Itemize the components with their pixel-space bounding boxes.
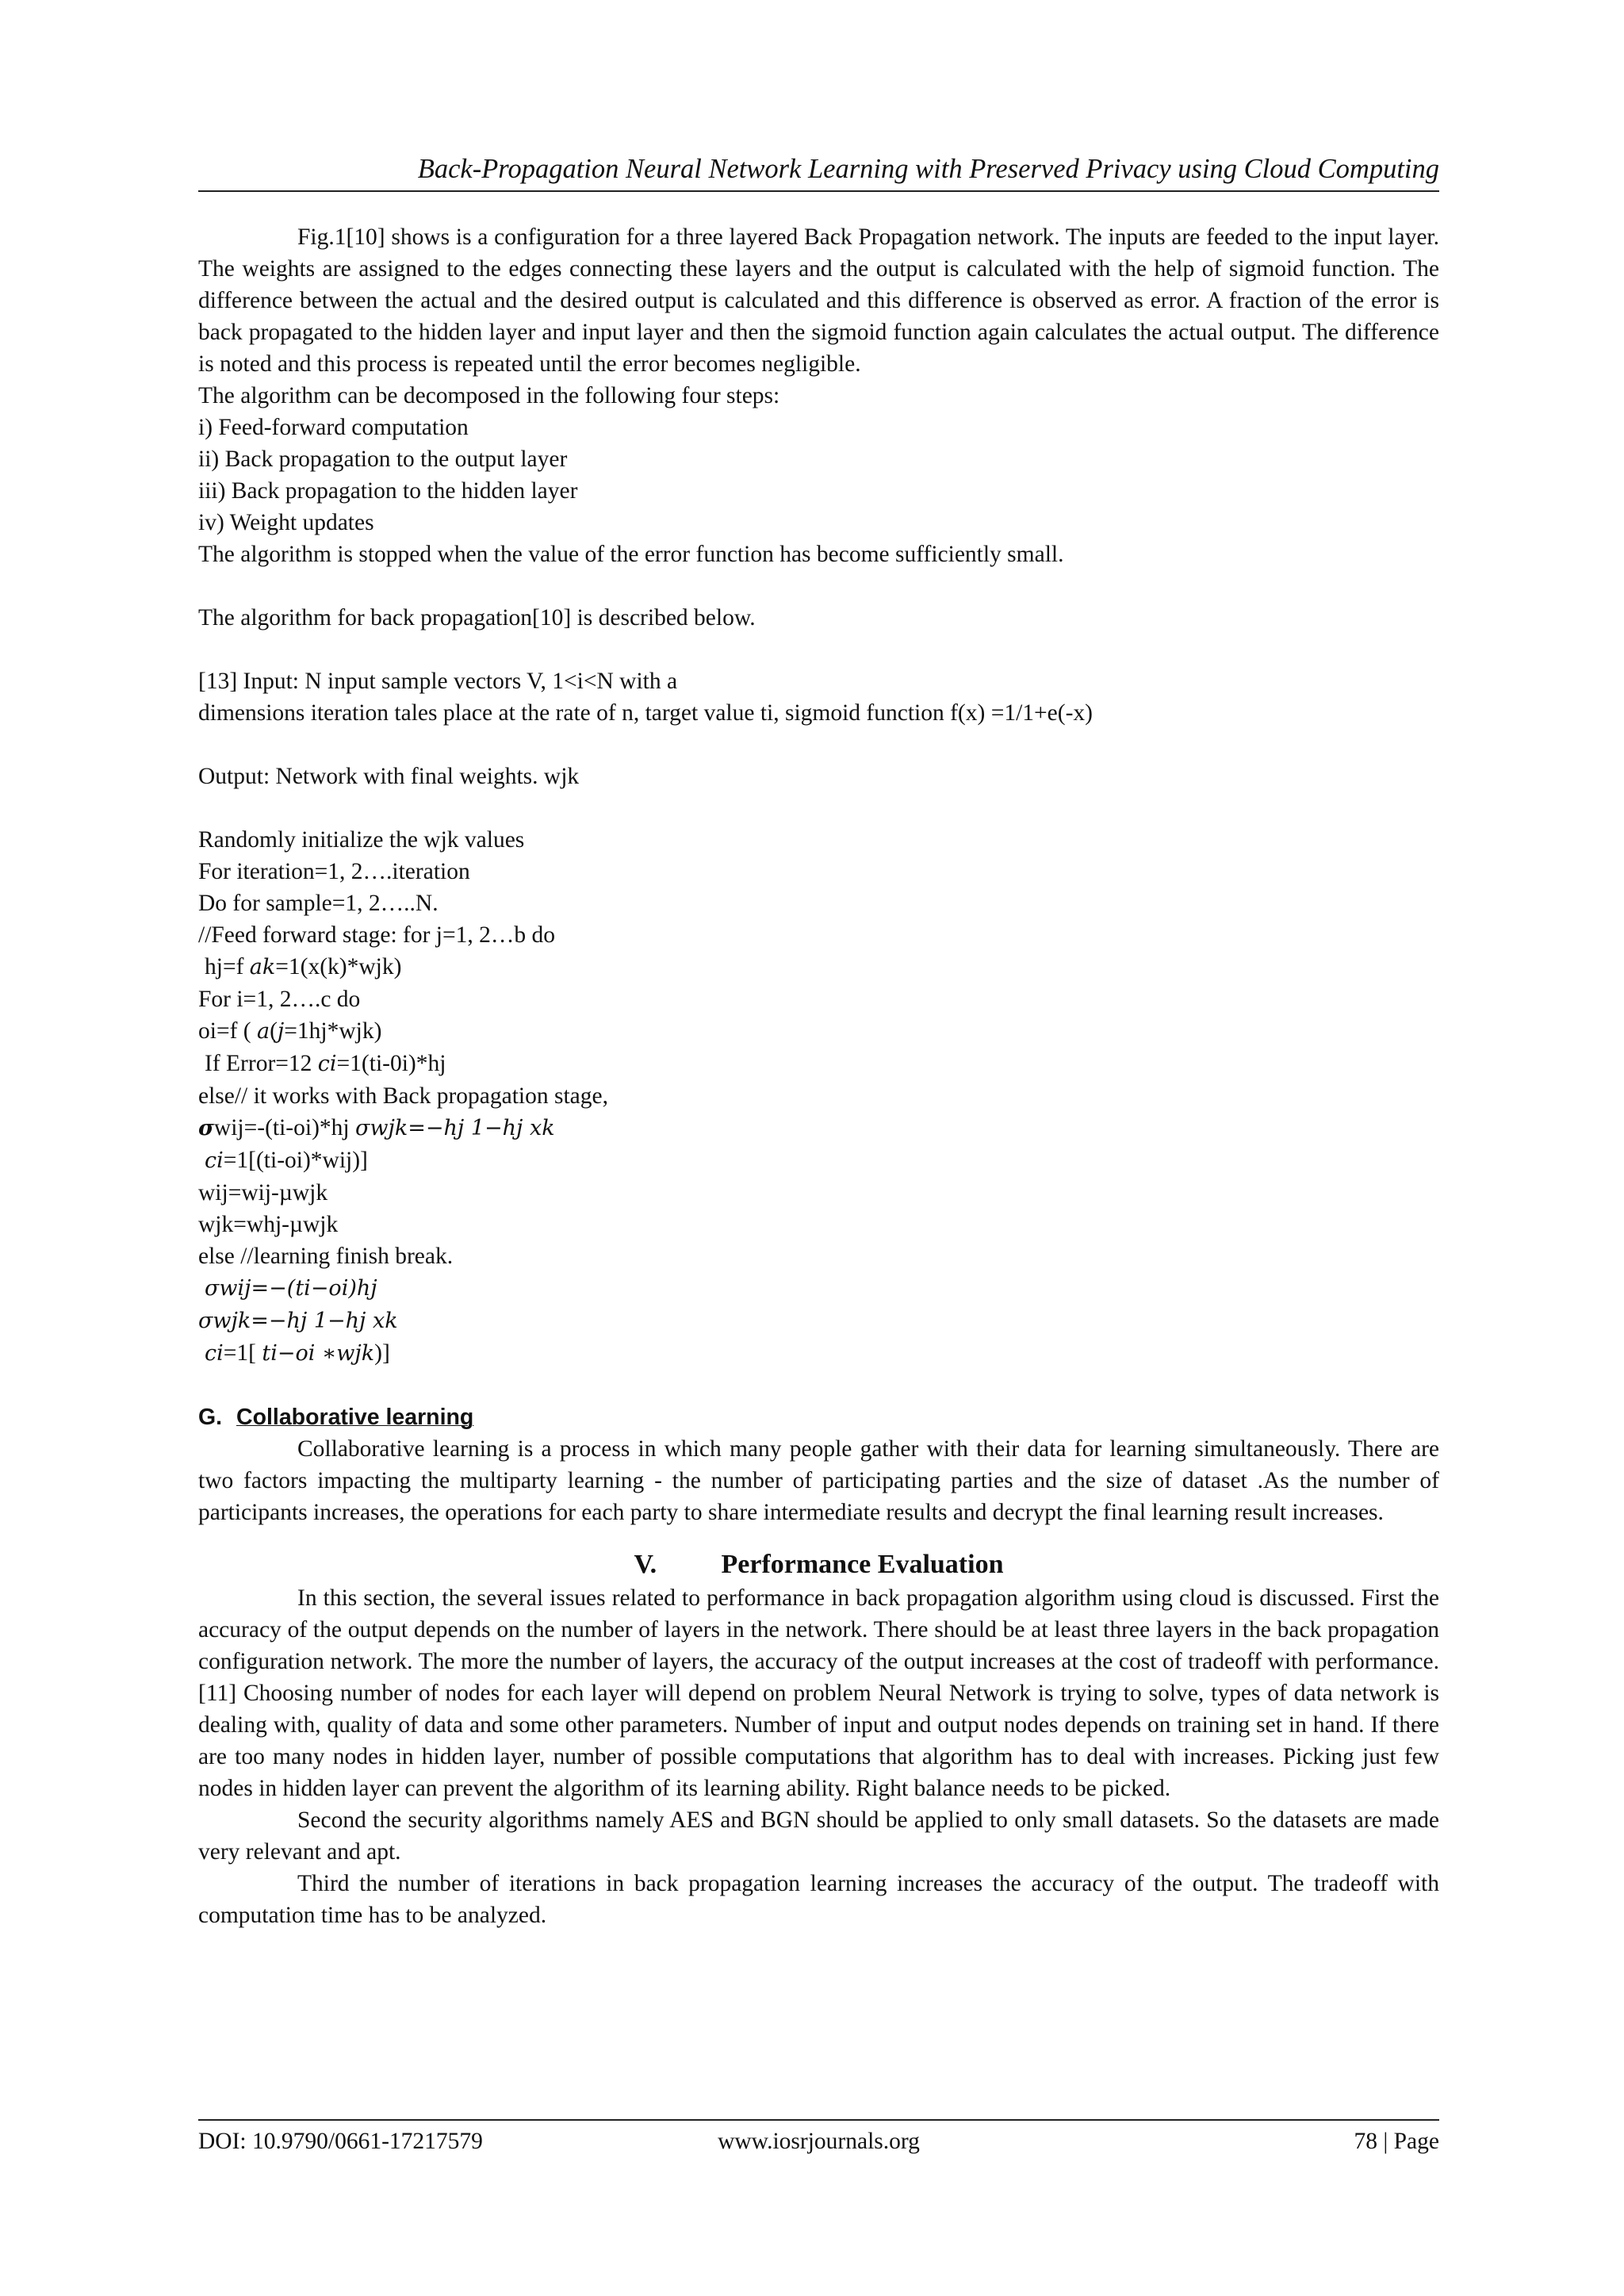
algo-text: hj=f: [205, 954, 250, 979]
footer-doi: DOI: 10.9790/0661-17217579: [198, 2129, 483, 2154]
algo-line: [198, 1305, 1439, 1337]
algo-input-line: dimensions iteration tales place at the rate of n, target value ti, sigmoid function f(x) =1/1+e(-x): [198, 700, 1093, 726]
footer-website: www.iosrjournals.org: [718, 2129, 920, 2154]
algo-text: =1[: [223, 1340, 262, 1366]
algo-output-line: Output: Network with final weights. wjk: [198, 764, 580, 789]
algo-math: ci: [317, 1052, 337, 1076]
algo-line: Randomly initialize the wjk values: [198, 827, 525, 853]
subsection-number: G.: [198, 1405, 223, 1430]
section-heading: [198, 1547, 1439, 1582]
algo-math: ti−oi ∗wjk: [262, 1341, 375, 1366]
algo-line: wij=wij-µwjk: [198, 1180, 328, 1205]
algo-text: =1[(ti-oi)*wij)]: [223, 1148, 368, 1173]
intro-paragraph: Fig.1[10] shows is a configuration for a three layered Back Propagation network. The inputs are feeded to the input layer. The weights are assigned to the edges connecting these layers and the output is calculated with the help of sigmoid function. The difference between the actual and the desired output is calculated and this difference is observed as error. A fraction of the error is back propagated to the hidden layer and input layer and then the sigmoid function again calculates the actual output. The difference is noted and this process is repeated until the error becomes negligible.: [198, 224, 1439, 377]
algo-input-line: [13] Input: N input sample vectors V, 1<i<N with a: [198, 669, 678, 694]
algo-math: σwjk=−hj 1−hj xk: [354, 1116, 555, 1140]
algo-text: =1hj*wjk): [284, 1018, 382, 1044]
algo-line: [198, 1337, 1439, 1370]
algo-math: σwij=−(ti−oi)hj: [205, 1276, 377, 1301]
stop-condition: The algorithm is stopped when the value of the error function has become sufficiently small.: [198, 542, 1064, 567]
algorithm-block: [198, 665, 1439, 1370]
subsection-heading: [198, 1401, 1439, 1433]
main-content: [198, 221, 1439, 1931]
performance-paragraph: Third the number of iterations in back propagation learning increases the accuracy of the output. The tradeoff with computation time has to be analyzed.: [198, 1871, 1439, 1928]
algo-line: else// it works with Back propagation stage,: [198, 1083, 608, 1109]
performance-paragraph: Second the security algorithms namely AES and BGN should be applied to only small datasets. So the datasets are made very relevant and apt.: [198, 1807, 1439, 1865]
collaborative-paragraph: Collaborative learning is a process in which many people gather with their data for learning simultaneously. There are two factors impacting the multiparty learning - the number of participating parties and the size of dataset .As the number of participants increases, the operations for each party to share intermediate results and decrypt the final learning result increases.: [198, 1436, 1439, 1525]
algo-text: )]: [374, 1340, 390, 1366]
algo-text: wij=-(ti-oi)*hj: [213, 1115, 355, 1140]
algo-line: [198, 1048, 1439, 1080]
algo-math: j: [277, 1019, 285, 1044]
running-header: Back-Propagation Neural Network Learning with Preserved Privacy using Cloud Computing: [417, 154, 1439, 184]
section-title: Performance Evaluation: [721, 1550, 1004, 1579]
algo-line: [198, 1144, 1439, 1177]
algo-line: Do for sample=1, 2…..N.: [198, 891, 439, 916]
algo-line: [198, 1015, 1439, 1048]
algo-math: ak: [249, 955, 276, 979]
algo-text: oi=f (: [198, 1018, 257, 1044]
algo-line: For iteration=1, 2….iteration: [198, 859, 470, 884]
algo-line: else //learning finish break.: [198, 1244, 454, 1269]
footer-divider: [198, 2119, 1439, 2121]
algo-math: σ: [198, 1116, 214, 1140]
algo-math: ci: [205, 1341, 224, 1366]
algo-line: wjk=whj-µwjk: [198, 1212, 339, 1237]
subsection-title: Collaborative learning: [236, 1405, 474, 1430]
algo-line: [198, 1112, 1439, 1144]
steps-intro: The algorithm can be decomposed in the following four steps:: [198, 383, 780, 408]
algo-math: ci: [205, 1148, 224, 1173]
algo-line: [198, 951, 1439, 983]
step-item: ii) Back propagation to the output layer: [198, 447, 568, 472]
algo-text: =1(x(k)*wjk): [275, 954, 402, 979]
algo-text: (: [270, 1018, 278, 1044]
algo-line: //Feed forward stage: for j=1, 2…b do: [198, 922, 556, 948]
step-item: i) Feed-forward computation: [198, 415, 469, 440]
algo-line: [198, 1272, 1439, 1305]
algo-text: =1(ti-0i)*hj: [336, 1051, 446, 1076]
page-footer: [198, 2125, 1439, 2157]
algo-line: For i=1, 2….c do: [198, 987, 361, 1012]
algorithm-intro: The algorithm for back propagation[10] is described below.: [198, 605, 756, 631]
algo-text: If Error=12: [205, 1051, 318, 1076]
header-divider: [198, 190, 1439, 192]
step-item: iii) Back propagation to the hidden layer: [198, 478, 578, 504]
algo-math: a: [256, 1019, 270, 1044]
footer-page-number: 78 | Page: [1354, 2129, 1439, 2154]
step-item: iv) Weight updates: [198, 510, 374, 535]
section-number: V.: [634, 1550, 657, 1579]
algo-math: σwjk=−hj 1−hj xk: [198, 1309, 398, 1333]
performance-paragraph: In this section, the several issues related to performance in back propagation algorithm using cloud is discussed. First the accuracy of the output depends on the number of layers in the network. There should be at least three layers in the back propagation configuration network. The more the number of layers, the accuracy of the output increases at the cost of tradeoff with performance. [11] Choosing number of nodes for each layer will depend on problem Neural Network is trying to solve, types of data network is dealing with, quality of data and some other parameters. Number of input and output nodes depends on training set in hand. If there are too many nodes in hidden layer, number of possible computations that algorithm has to deal with increases. Picking just few nodes in hidden layer can prevent the algorithm of its learning ability. Right balance needs to be picked.: [198, 1585, 1439, 1801]
